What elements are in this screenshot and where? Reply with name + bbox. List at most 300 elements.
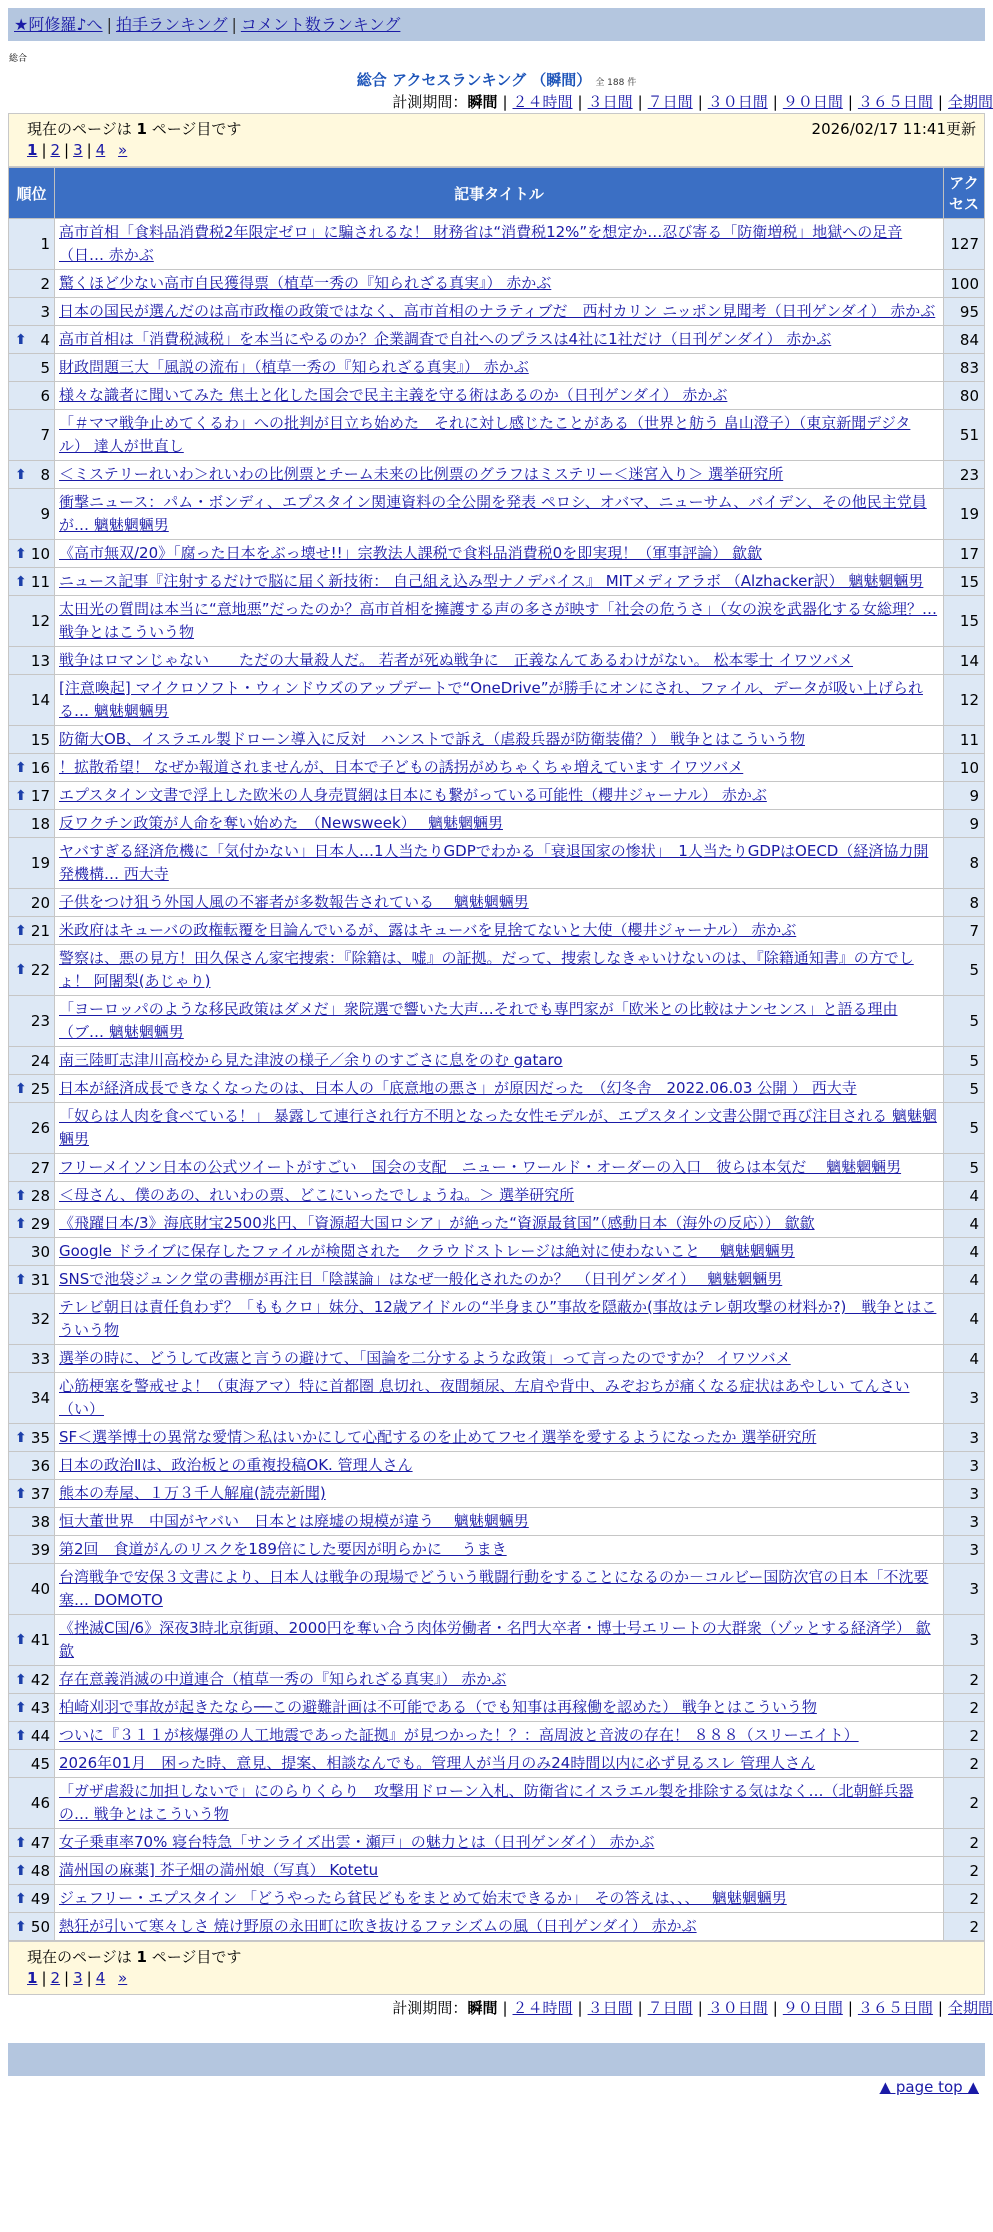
article-link[interactable]: フリーメイソン日本の公式ツイートがすごい 国会の支配 ニュー・ワールド・オーダーの入口 彼らは本気だ 魑魅魍魎男 xyxy=(59,1158,902,1176)
article-link[interactable]: 満州国の麻薬] 芥子畑の満州娘（写真） Kotetu xyxy=(59,1861,379,1879)
title-cell xyxy=(55,270,944,298)
up-arrow-icon: ⬆ xyxy=(15,466,27,483)
access-count: 10 xyxy=(944,754,985,782)
up-arrow-icon: ⬆ xyxy=(15,1834,27,1851)
rank-number: 48 xyxy=(30,1861,50,1880)
table-row xyxy=(9,219,985,270)
period-link[interactable]: ３日間 xyxy=(587,93,633,111)
pager-box-top xyxy=(8,113,985,167)
up-arrow-icon: ⬆ xyxy=(15,1918,27,1935)
table-row xyxy=(9,1452,985,1480)
access-count: 4 xyxy=(944,1182,985,1210)
rank-number: 8 xyxy=(40,465,50,484)
rank-cell xyxy=(9,219,55,270)
rank-number: 3 xyxy=(40,302,50,321)
table-row xyxy=(9,1103,985,1154)
rank-number: 47 xyxy=(30,1833,50,1852)
access-count: 19 xyxy=(944,489,985,540)
table-row xyxy=(9,1722,985,1750)
title-cell xyxy=(55,1238,944,1266)
up-arrow-icon: ⬆ xyxy=(15,1671,27,1688)
rank-number: 39 xyxy=(30,1540,50,1559)
access-header: アクセス xyxy=(944,168,985,219)
table-row xyxy=(9,647,985,675)
table-row xyxy=(9,596,985,647)
title-cell xyxy=(55,1210,944,1238)
rank-cell xyxy=(9,270,55,298)
comment-ranking-link[interactable]: コメント数ランキング xyxy=(240,15,401,34)
period-current: 瞬間 xyxy=(467,93,498,111)
title-cell xyxy=(55,1722,944,1750)
title-cell xyxy=(55,889,944,917)
rank-cell xyxy=(9,354,55,382)
rank-number: 14 xyxy=(30,691,50,709)
page-link[interactable]: 3 xyxy=(73,141,83,159)
access-count: 7 xyxy=(944,917,985,945)
access-count: 5 xyxy=(944,1047,985,1075)
rank-number: 21 xyxy=(30,921,50,940)
rank-number: 2 xyxy=(40,274,50,293)
access-count: 3 xyxy=(944,1424,985,1452)
title-cell xyxy=(55,354,944,382)
rank-cell xyxy=(9,838,55,889)
rank-cell xyxy=(9,1103,55,1154)
period-link[interactable]: ２４時間 xyxy=(512,1999,573,2017)
rank-number: 10 xyxy=(30,544,50,563)
article-link[interactable]: 米政府はキューバの政権転覆を目論んでいるが、露はキューバを見捨てないと大使（櫻井ジャーナル） 赤かぶ xyxy=(59,921,797,939)
article-link[interactable]: 2026年01月 困った時、意見、提案、相談なんでも。管理人が当月のみ24時間以内に必ず見るスレ 管理人さん xyxy=(59,1754,816,1772)
rank-cell xyxy=(9,1857,55,1885)
title-cell xyxy=(55,1266,944,1294)
rank-number: 22 xyxy=(30,961,50,979)
table-row xyxy=(9,1424,985,1452)
table-row xyxy=(9,1913,985,1941)
article-link[interactable]: ！拡散希望！ なぜか報道されませんが、日本で子どもの誘拐がめちゃくちゃ増えています イワツバメ xyxy=(59,758,744,776)
title-cell xyxy=(55,1182,944,1210)
page-separator: | xyxy=(64,1969,70,1987)
title-cell xyxy=(55,1373,944,1424)
rank-cell xyxy=(9,1294,55,1345)
rank-cell xyxy=(9,382,55,410)
up-arrow-icon: ⬆ xyxy=(15,331,27,348)
article-link[interactable]: ついに『３１１が核爆弾の人工地震であった証拠』が見つかった！？：高周波と音波の存在！ ８８８（スリーエイト） xyxy=(59,1726,859,1744)
access-count: 23 xyxy=(944,461,985,489)
period-separator: | xyxy=(772,93,778,111)
rank-cell xyxy=(9,326,55,354)
table-row xyxy=(9,298,985,326)
rank-cell xyxy=(9,1075,55,1103)
rank-number: 9 xyxy=(40,505,50,523)
page-link[interactable]: 2 xyxy=(50,141,61,159)
page-link[interactable]: 1 xyxy=(27,1969,38,1987)
table-row xyxy=(9,1508,985,1536)
title-cell xyxy=(55,838,944,889)
rank-cell xyxy=(9,298,55,326)
rank-number: 24 xyxy=(30,1051,50,1070)
access-count: 4 xyxy=(944,1238,985,1266)
table-row xyxy=(9,675,985,726)
access-count: 2 xyxy=(944,1885,985,1913)
table-row xyxy=(9,1564,985,1615)
rank-cell xyxy=(9,1266,55,1294)
table-row xyxy=(9,889,985,917)
article-link[interactable]: 女子乗車率70% 寝台特急「サンライズ出雲・瀬戸」の魅力とは（日刊ゲンダイ） 赤かぶ xyxy=(59,1833,655,1851)
rank-cell xyxy=(9,996,55,1047)
period-label: 計測期間： xyxy=(392,1999,468,2017)
top-nav-bar xyxy=(8,8,985,41)
rank-number: 15 xyxy=(30,730,50,749)
title-cell xyxy=(55,996,944,1047)
article-link[interactable]: 子供をつけ狙う外国人風の不審者が多数報告されている 魑魅魍魎男 xyxy=(59,893,529,911)
page-link[interactable]: 4 xyxy=(95,1969,106,1987)
table-row xyxy=(9,1266,985,1294)
table-row xyxy=(9,1750,985,1778)
access-count: 14 xyxy=(944,647,985,675)
access-count: 80 xyxy=(944,382,985,410)
table-row xyxy=(9,1182,985,1210)
updated-timestamp: 2026/02/17 11:41更新 xyxy=(811,120,976,138)
home-link[interactable]: ★阿修羅♪へ xyxy=(14,15,103,34)
access-count: 4 xyxy=(944,1294,985,1345)
table-row xyxy=(9,782,985,810)
article-link[interactable]: 様々な識者に聞いてみた 焦土と化した国会で民主主義を守る術はあるのか（日刊ゲンダイ） 赤かぶ xyxy=(59,386,728,404)
title-cell xyxy=(55,596,944,647)
rank-number: 25 xyxy=(30,1079,50,1098)
article-link[interactable]: ＜ミステリーれいわ＞れいわの比例票とチーム未来の比例票のグラフはミステリー＜迷宮入り＞ 選挙研究所 xyxy=(59,465,784,483)
period-link[interactable]: 全期間 xyxy=(947,1999,993,2017)
page-link[interactable]: 3 xyxy=(73,1969,83,1987)
article-link[interactable]: 戦争はロマンじゃない ただの大量殺人だ。 若者が死ぬ戦争に 正義なんてあるわけがない。 松本零士 イワツバメ xyxy=(59,651,854,669)
access-count: 5 xyxy=(944,1075,985,1103)
next-page-link[interactable]: » xyxy=(118,1969,128,1987)
table-row xyxy=(9,996,985,1047)
up-arrow-icon: ⬆ xyxy=(15,922,27,939)
rank-cell xyxy=(9,1829,55,1857)
article-link[interactable]: 存在意義消滅の中道連合（植草一秀の『知られざる真実』） 赤かぶ xyxy=(59,1670,507,1688)
access-count: 95 xyxy=(944,298,985,326)
rank-cell xyxy=(9,917,55,945)
rank-cell xyxy=(9,1154,55,1182)
access-count: 11 xyxy=(944,726,985,754)
period-link[interactable]: ９０日間 xyxy=(782,93,843,111)
title-cell xyxy=(55,1075,944,1103)
title-cell xyxy=(55,1564,944,1615)
article-link[interactable]: SNSで池袋ジュンク堂の書棚が再注目「陰謀論」はなぜ一般化されたのか？ （日刊ゲンダイ） 魑魅魍魎男 xyxy=(59,1270,783,1288)
article-link[interactable]: 日本が経済成長できなくなったのは、日本人の「底意地の悪さ」が原因だった （幻冬舎 2022.06.03 公開 ） 西大寺 xyxy=(59,1079,857,1097)
period-link[interactable]: ３６５日間 xyxy=(857,93,933,111)
title-cell xyxy=(55,1047,944,1075)
article-link[interactable]: 日本の国民が選んだのは高市政権の政策ではなく、高市首相のナラティブだ 西村カリン ニッポン見聞考（日刊ゲンダイ） 赤かぶ xyxy=(59,302,936,320)
table-row xyxy=(9,1373,985,1424)
page-top-link[interactable]: ▲ page top ▲ xyxy=(879,2078,979,2096)
article-link[interactable]: 「ガザ虐殺に加担しないで」にのらりくらり 攻撃用ドローン入札、防衛省にイスラエル製を排除する気はなく…（北朝鮮兵器の… 戦争とはこういう物 xyxy=(59,1782,914,1823)
access-count: 5 xyxy=(944,1154,985,1182)
page-separator: | xyxy=(86,141,92,159)
access-count: 4 xyxy=(944,1266,985,1294)
rank-number: 42 xyxy=(30,1670,50,1689)
period-link[interactable]: ３０日間 xyxy=(707,1999,768,2017)
period-link[interactable]: ３日間 xyxy=(587,1999,633,2017)
table-row xyxy=(9,326,985,354)
up-arrow-icon: ⬆ xyxy=(15,1187,27,1204)
article-link[interactable]: ニュース記事『注射するだけで脳に届く新技術： 自己組え込み型ナノデバイス』 MITメディアラボ （Alzhacker訳） 魑魅魍魎男 xyxy=(59,572,924,590)
clap-ranking-link[interactable]: 拍手ランキング xyxy=(115,15,228,34)
period-label: 計測期間： xyxy=(392,93,468,111)
table-row xyxy=(9,1694,985,1722)
rank-cell xyxy=(9,1452,55,1480)
table-row xyxy=(9,1345,985,1373)
title-cell xyxy=(55,298,944,326)
period-link[interactable]: ９０日間 xyxy=(782,1999,843,2017)
article-link[interactable]: Google ドライブに保存したファイルが検閲された クラウドストレージは絶対に使わないこと 魑魅魍魎男 xyxy=(59,1242,795,1260)
article-link[interactable]: 「奴らは人肉を食べている！」 暴露して連行され行方不明となった女性モデルが、エプスタイン文書公開で再び注目される 魑魅魍魎男 xyxy=(59,1107,937,1148)
title-cell xyxy=(55,1294,944,1345)
title-cell xyxy=(55,726,944,754)
table-row xyxy=(9,1885,985,1913)
rank-number: 28 xyxy=(30,1186,50,1205)
rank-cell xyxy=(9,489,55,540)
table-row xyxy=(9,917,985,945)
article-link[interactable]: 選挙の時に、どうして改憲と言うの避けて、「国論を二分するような政策」って言ったのですか？ イワツバメ xyxy=(59,1349,791,1367)
table-row xyxy=(9,354,985,382)
article-link[interactable]: エプスタイン文書で浮上した欧米の人身売買網は日本にも繋がっている可能性（櫻井ジャーナル） 赤かぶ xyxy=(59,786,767,804)
article-link[interactable]: 第2回 食道がんのリスクを189倍にした要因が明らかに うまき xyxy=(59,1540,507,1558)
article-link[interactable]: 心筋梗塞を警戒せよ！（東海アマ）特に首都圏 息切れ、夜間頻尿、左肩や背中、みぞおちが痛くなる症状はあやしい てんさい（い） xyxy=(59,1377,910,1418)
access-count: 9 xyxy=(944,782,985,810)
table-row xyxy=(9,1480,985,1508)
up-arrow-icon: ⬆ xyxy=(15,962,27,978)
current-page-text xyxy=(27,1946,972,1967)
access-count: 3 xyxy=(944,1480,985,1508)
article-link[interactable]: 恒大董世界 中国がヤバい 日本とは廃墟の規模が違う 魑魅魍魎男 xyxy=(59,1512,529,1530)
title-cell xyxy=(55,568,944,596)
article-link[interactable]: 「＃ママ戦争止めてくるわ」への批判が目立ち始めた それに対し感じたことがある（世界と舫う 畠山澄子）（東京新聞デジタル） 達人が世直し xyxy=(59,414,911,455)
rank-header: 順位 xyxy=(9,168,55,219)
table-row xyxy=(9,1154,985,1182)
rank-cell xyxy=(9,1750,55,1778)
title-cell xyxy=(55,1536,944,1564)
title-cell xyxy=(55,1778,944,1829)
article-link[interactable]: テレビ朝日は責任負わず？「ももクロ」妹分、12歳アイドルの“半身まひ”事故を隠蔽か(事故はテレ朝攻撃の材料か?) 戦争とはこういう物 xyxy=(59,1298,937,1339)
pager-current: 1 xyxy=(136,120,147,138)
up-arrow-icon: ⬆ xyxy=(15,1215,27,1232)
access-count: 9 xyxy=(944,810,985,838)
access-count: 2 xyxy=(944,1694,985,1722)
title-cell xyxy=(55,1615,944,1666)
period-selector xyxy=(0,91,993,113)
article-link[interactable]: 財政問題三大「風説の流布」（植草一秀の『知られざる真実』） 赤かぶ xyxy=(59,358,529,376)
page-link[interactable]: 4 xyxy=(95,141,106,159)
table-row xyxy=(9,945,985,996)
article-link[interactable]: 熊本の寿屋、１万３千人解雇(読売新聞) xyxy=(59,1484,326,1502)
table-row xyxy=(9,410,985,461)
rank-number: 31 xyxy=(30,1270,50,1289)
article-link[interactable]: 驚くほど少ない高市自民獲得票（植草一秀の『知られざる真実』） 赤かぶ xyxy=(59,274,552,292)
rank-number: 4 xyxy=(40,330,50,349)
rank-cell xyxy=(9,1424,55,1452)
rank-cell xyxy=(9,1885,55,1913)
rank-cell xyxy=(9,1480,55,1508)
table-row xyxy=(9,1857,985,1885)
next-page-link[interactable]: » xyxy=(118,141,128,159)
rank-cell xyxy=(9,1345,55,1373)
title-cell xyxy=(55,782,944,810)
pager-current: 1 xyxy=(136,1948,147,1966)
title-cell xyxy=(55,1913,944,1941)
article-link[interactable]: 熱狂が引いて寒々しさ 焼け野原の永田町に吹き抜けるファシズムの風（日刊ゲンダイ） 赤かぶ xyxy=(59,1917,697,1935)
rank-cell xyxy=(9,1615,55,1666)
title-header: 記事タイトル xyxy=(55,168,944,219)
rank-cell xyxy=(9,782,55,810)
page-separator: | xyxy=(41,141,47,159)
table-row xyxy=(9,1666,985,1694)
rank-cell xyxy=(9,1536,55,1564)
title-cell xyxy=(55,461,944,489)
article-link[interactable]: ヤバすぎる経済危機に「気付かない」日本人…1人当たりGDPでわかる「衰退国家の惨状」 1人当たりGDPはOECD（経済協力開発機構… 西大寺 xyxy=(59,842,929,883)
period-separator: | xyxy=(637,93,643,111)
rank-cell xyxy=(9,1694,55,1722)
period-link[interactable]: ３０日間 xyxy=(707,93,768,111)
rank-cell xyxy=(9,1666,55,1694)
title-cell xyxy=(55,410,944,461)
title-cell xyxy=(55,1750,944,1778)
title-cell xyxy=(55,1857,944,1885)
page-link[interactable]: 2 xyxy=(50,1969,61,1987)
period-link[interactable]: ７日間 xyxy=(647,93,693,111)
access-count: 51 xyxy=(944,410,985,461)
article-link[interactable]: 反ワクチン政策が人命を奪い始めた （Newsweek） 魑魅魍魎男 xyxy=(59,814,503,832)
access-count: 2 xyxy=(944,1722,985,1750)
nav-separator: | xyxy=(231,15,237,34)
table-row xyxy=(9,838,985,889)
table-row xyxy=(9,1536,985,1564)
period-link[interactable]: ２４時間 xyxy=(512,93,573,111)
title-cell xyxy=(55,1424,944,1452)
period-link[interactable]: ７日間 xyxy=(647,1999,693,2017)
rank-cell xyxy=(9,754,55,782)
rank-number: 12 xyxy=(30,612,50,630)
access-count: 2 xyxy=(944,1913,985,1941)
rank-number: 46 xyxy=(30,1794,50,1812)
article-link[interactable]: 高市首相「食料品消費税2年限定ゼロ」に騙されるな！ 財務省は“消費税12%”を想定か…忍び寄る「防衛増税」地獄への足音（日… 赤かぶ xyxy=(59,223,903,264)
article-link[interactable]: 日本の政治Ⅱは、政治板との重複投稿OK. 管理人さん xyxy=(59,1456,413,1474)
rank-cell xyxy=(9,1564,55,1615)
rank-number: 50 xyxy=(30,1917,50,1936)
title-cell xyxy=(55,945,944,996)
title-cell xyxy=(55,489,944,540)
rank-cell xyxy=(9,461,55,489)
access-count: 2 xyxy=(944,1829,985,1857)
article-link[interactable]: 台湾戦争で安保３文書により、日本人は戦争の現場でどういう戦闘行動をすることになるのか－コルビー国防次官の日本「不沈要塞… DOMOTO xyxy=(59,1568,929,1609)
access-count: 83 xyxy=(944,354,985,382)
access-count: 3 xyxy=(944,1452,985,1480)
article-link[interactable]: 南三陸町志津川高校から見た津波の様子／余りのすごさに息をのむ gataro xyxy=(59,1051,563,1069)
article-link[interactable]: SF＜選挙博士の異常な愛情＞私はいかにして心配するのを止めてフセイ選挙を愛するようになったか 選挙研究所 xyxy=(59,1428,817,1446)
rank-number: 1 xyxy=(40,235,50,253)
table-row xyxy=(9,382,985,410)
rank-cell xyxy=(9,540,55,568)
article-link[interactable]: ＜母さん、僕のあの、れいわの票、どこにいったでしょうね。＞ 選挙研究所 xyxy=(59,1186,575,1204)
article-link[interactable]: 太田光の質問は本当に“意地悪”だったのか？高市首相を擁護する声の多さが映す「社会の危うさ」（女の涙を武器化する女総理？… 戦争とはこういう物 xyxy=(59,600,938,641)
article-link[interactable]: 警察は、悪の見方！田久保さん家宅捜索：『除籍は、嘘』の証拠。だって、捜索しなきゃいけないのは、『除籍通知書』の方でしょ！ 阿闍梨(あじゃり) xyxy=(59,949,914,990)
pager-prefix: 現在のページは xyxy=(27,120,132,138)
page-separator: | xyxy=(64,141,70,159)
rank-number: 49 xyxy=(30,1889,50,1908)
period-separator: | xyxy=(577,1999,583,2017)
period-separator: | xyxy=(937,93,943,111)
page-link[interactable]: 1 xyxy=(27,141,38,159)
up-arrow-icon: ⬆ xyxy=(15,1727,27,1744)
article-link[interactable]: 《挫滅C国/6》深夜3時北京街頭、2000円を奪い合う肉体労働者・名門大卒者・博士号エリートの大群衆（ゾッとする経済学） 歙歙 xyxy=(59,1619,931,1660)
access-count: 8 xyxy=(944,838,985,889)
period-link[interactable]: 全期間 xyxy=(947,93,993,111)
access-count: 4 xyxy=(944,1345,985,1373)
rank-number: 38 xyxy=(30,1512,50,1531)
title-cell xyxy=(55,540,944,568)
access-count: 5 xyxy=(944,945,985,996)
article-link[interactable]: [注意喚起] マイクロソフト・ウィンドウズのアップデートで“OneDrive”が勝手にオンにされ、ファイル、データが吸い上げられる… 魑魅魍魎男 xyxy=(59,679,923,720)
pager-box-bottom xyxy=(8,1941,985,1995)
table-row xyxy=(9,1238,985,1266)
article-link[interactable]: 《飛躍日本/3》海底財宝2500兆円、「資源超大国ロシア」が絶った“資源最貧国”（感動日本（海外の反応）） 歙歙 xyxy=(59,1214,815,1232)
title-cell xyxy=(55,754,944,782)
article-link[interactable]: 衝撃ニュース：パム・ボンディ、エプスタイン関連資料の全公開を発表 ペロシ、オバマ、ニューサム、バイデン、その他民主党員が… 魑魅魍魎男 xyxy=(59,493,927,534)
access-count: 84 xyxy=(944,326,985,354)
rank-number: 43 xyxy=(30,1698,50,1717)
period-separator: | xyxy=(697,93,703,111)
table-row xyxy=(9,754,985,782)
article-link[interactable]: 柏崎刈羽で事故が起きたなら──この避難計画は不可能である（でも知事は再稼働を認めた） 戦争とはこういう物 xyxy=(59,1698,817,1716)
rank-number: 29 xyxy=(30,1214,50,1233)
rank-number: 44 xyxy=(30,1726,50,1745)
article-link[interactable]: 高市首相は「消費税減税」を本当にやるのか？企業調査で自社へのプラスは4社に1社だけ（日刊ゲンダイ） 赤かぶ xyxy=(59,330,832,348)
access-count: 3 xyxy=(944,1536,985,1564)
pager-suffix: ページ目です xyxy=(151,120,242,138)
period-link[interactable]: ３６５日間 xyxy=(857,1999,933,2017)
title-cell xyxy=(55,1885,944,1913)
article-link[interactable]: ジェフリー・エプスタイン 「どうやったら貧民どもをまとめて始末できるか」 その答えは、、、 魑魅魍魎男 xyxy=(59,1889,787,1907)
period-separator: | xyxy=(637,1999,643,2017)
rank-cell xyxy=(9,1373,55,1424)
rank-cell xyxy=(9,596,55,647)
up-arrow-icon: ⬆ xyxy=(15,1485,27,1502)
rank-number: 23 xyxy=(30,1012,50,1030)
period-separator: | xyxy=(502,1999,508,2017)
rank-cell xyxy=(9,1047,55,1075)
rank-cell xyxy=(9,1210,55,1238)
access-count: 3 xyxy=(944,1615,985,1666)
rank-cell xyxy=(9,675,55,726)
rank-cell xyxy=(9,1722,55,1750)
article-link[interactable]: 防衛大OB、イスラエル製ドローン導入に反対 ハンストで訴え（虐殺兵器が防衛装備？） 戦争とはこういう物 xyxy=(59,730,805,748)
title-cell xyxy=(55,1480,944,1508)
period-current: 瞬間 xyxy=(467,1999,498,2017)
rank-number: 45 xyxy=(30,1754,50,1773)
up-arrow-icon: ⬆ xyxy=(15,787,27,804)
title-cell xyxy=(55,382,944,410)
rank-number: 7 xyxy=(40,426,50,444)
access-count: 15 xyxy=(944,596,985,647)
up-arrow-icon: ⬆ xyxy=(15,573,27,590)
access-count: 2 xyxy=(944,1857,985,1885)
article-link[interactable]: 「ヨーロッパのような移民政策はダメだ」衆院選で響いた大声…それでも専門家が「欧米との比較はナンセンス」と語る理由（ブ… 魑魅魍魎男 xyxy=(59,1000,898,1041)
rank-number: 35 xyxy=(30,1428,50,1447)
article-link[interactable]: 《高市無双/20》「腐った日本をぶっ壊せ!!」宗教法人課税で食料品消費税0を即実現！（軍事評論） 歙歙 xyxy=(59,544,762,562)
up-arrow-icon: ⬆ xyxy=(15,759,27,776)
access-count: 3 xyxy=(944,1373,985,1424)
table-row xyxy=(9,461,985,489)
rank-cell xyxy=(9,810,55,838)
